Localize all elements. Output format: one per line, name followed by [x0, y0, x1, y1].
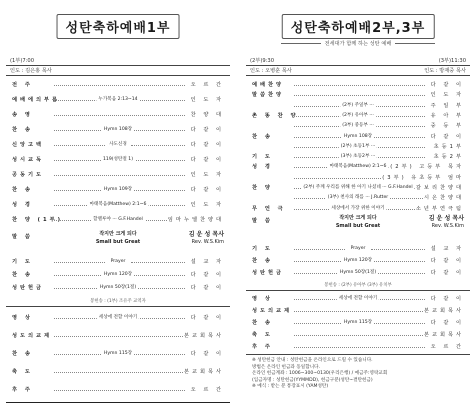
order-person: 다 같 이 [430, 296, 464, 302]
order-item: 영 상 [12, 315, 33, 321]
order-detail: 사도신경 [107, 140, 129, 150]
page-title: 성탄축하예배1부 [57, 14, 180, 39]
leader-dots [131, 130, 185, 131]
order-detail: (3부) 천사의 래를 ··· J.Rutter [326, 193, 390, 203]
order-item: 기 도 [252, 246, 273, 252]
footnote-line: 방법은 온라인 헌금과 동일합니다. [252, 364, 320, 370]
leader-dots [371, 261, 425, 262]
divider [246, 290, 470, 291]
order-row [6, 367, 230, 377]
order-row [246, 183, 470, 193]
order-detail: (2부) 초등1부 ··· [339, 142, 377, 152]
leader-dots [371, 116, 425, 117]
sermon-title: 작지만 크게 되다 [99, 231, 137, 237]
order-detail: 마태복음(Matthew) 2:1~6 [88, 200, 149, 210]
left-bulletin-page [4, 0, 232, 418]
leader-dots [54, 145, 105, 146]
bottom-rule [6, 402, 230, 403]
order-item: 축 도 [252, 332, 273, 338]
order-item: 찬 양 (1부) [12, 217, 63, 223]
leader-dots [371, 147, 425, 148]
order-row [246, 294, 470, 304]
order-detail: Hymn 115장 [342, 318, 374, 328]
order-row [246, 256, 470, 266]
order-item: 성 경 [12, 202, 33, 208]
sermon-title-en: Small but Great [95, 239, 141, 245]
leader-dots [371, 323, 425, 324]
order-person: 다 같 이 [430, 82, 464, 88]
order-row [246, 330, 470, 340]
order-person: 다 같 이 [190, 157, 224, 163]
service-time-3: (3부)11:30 [438, 58, 466, 64]
order-row [246, 318, 470, 328]
leader-dots [371, 126, 425, 127]
order-person: 본교회목사 [423, 308, 464, 314]
order-detail: 세상에 전할 이야기 [337, 294, 379, 304]
order-person: 초등2부 [433, 154, 464, 161]
order-detail: Prayer [349, 244, 368, 254]
divider [6, 75, 230, 76]
order-row [6, 125, 230, 135]
order-detail: 마태복음(Matthew) 2:1~6 [328, 162, 389, 172]
order-item: 촌 똥 찬 양 [252, 112, 299, 119]
order-row [6, 200, 230, 210]
order-person: 갈보리찬양대 [415, 185, 464, 191]
order-detail: Hymn 120장 [342, 256, 374, 266]
leader-dots [294, 347, 425, 348]
order-person: 인 도 자 [190, 172, 224, 178]
order-person: 오 르 간 [190, 82, 224, 88]
order-person: 본교회목사 [423, 332, 464, 338]
divider [246, 354, 470, 355]
sermon-label: 말 씀 [252, 218, 273, 224]
order-person: 중 등 부 [430, 123, 464, 130]
order-item: 성시교독 [12, 157, 45, 163]
order-detail: Hymn 108장 [102, 125, 134, 135]
order-person: 인 도 자 [190, 202, 224, 208]
order-item: 공동기도 [12, 172, 45, 178]
preacher-name: 김 운 성 목사 [428, 215, 464, 222]
order-person: 다 같 이 [190, 351, 224, 357]
order-person: 인 도 자 [190, 97, 224, 103]
order-detail: Prayer [109, 257, 128, 267]
order-item: 전 주 [12, 82, 33, 88]
order-item: 기 도 [252, 154, 273, 161]
order-row [246, 173, 470, 183]
leader-dots [371, 106, 425, 107]
order-detail: (3부) 중등부 ··· [340, 121, 376, 131]
order-item: 후 주 [252, 344, 273, 350]
sermon-label: 말 씀 [12, 234, 33, 240]
order-person: (2부) 고등부 목자 [390, 164, 464, 171]
footnote-line: 온라인 헌금계좌 : 1006~300~0130(우리은행) / 예금주:영락교회 [252, 371, 388, 376]
order-item: 예배찬양 [252, 82, 285, 88]
page-subtitle: 전세대가 함께 하는 성탄 예배 [244, 40, 472, 47]
leader-dots [54, 130, 105, 131]
order-detail: 세상에 전할 이야기 [97, 313, 139, 323]
order-item: 찬 송 [12, 127, 33, 133]
order-row [246, 306, 470, 316]
sermon-block [246, 214, 470, 242]
order-item: 영 상 [252, 296, 273, 302]
leader-dots [294, 116, 345, 117]
order-item: 성도의교제 [252, 308, 293, 314]
order-item: 신앙고백 [12, 142, 45, 148]
divider [246, 75, 470, 76]
leader-dots [54, 336, 185, 337]
leader-dots [54, 175, 185, 176]
order-detail: Hymn 120장 [102, 270, 134, 280]
order-row [246, 101, 470, 111]
order-detail: 세상에서 가장 위한 이야기 [329, 204, 386, 214]
order-row [6, 95, 230, 105]
leader-dots [294, 147, 345, 148]
leader-dots [131, 275, 185, 276]
order-person: (3부) 유초등부 엄마 [382, 174, 464, 181]
order-person: 다 같 이 [190, 315, 224, 321]
order-row [246, 132, 470, 142]
order-row [246, 142, 470, 152]
leader-dots [294, 106, 345, 107]
sermon-title: 작지만 크게 되다 [339, 215, 377, 221]
leader-dots [294, 137, 345, 138]
order-detail: Hymn 108장 [342, 132, 374, 142]
order-person: 다 같 이 [190, 285, 224, 291]
order-item: 찬 양 [252, 185, 273, 191]
preacher-name-en: Rev. W.S.Kim [191, 239, 224, 245]
leader-dots [371, 157, 425, 158]
order-person: 소년부연극팀 [415, 205, 464, 212]
order-item: 말씀찬양 [252, 92, 285, 99]
order-person: 설 교 자 [190, 259, 224, 265]
service-time: (1부)7:00 [10, 58, 35, 64]
order-row [6, 257, 230, 267]
order-row [6, 170, 230, 180]
order-item: 예배에의부름 [12, 97, 61, 103]
leader-dots [371, 137, 425, 138]
order-row [6, 313, 230, 323]
order-item: 찬 송 [252, 320, 273, 326]
sermon-block [6, 230, 230, 258]
leader-dots [371, 249, 425, 250]
order-row [246, 342, 470, 352]
order-person: 다 같 이 [190, 187, 224, 193]
order-person: 다 같 이 [430, 258, 464, 264]
order-item: 성탄헌금 [252, 270, 285, 276]
leader-dots [294, 261, 345, 262]
order-item: 찬 송 [12, 272, 33, 278]
leader-dots [131, 190, 185, 191]
order-row [6, 140, 230, 150]
order-detail: Hymn 50장(1절) [338, 268, 378, 278]
order-person: 다 같 이 [430, 320, 464, 326]
order-row [6, 80, 230, 90]
order-detail: (3부) 초등2부 ··· [339, 152, 377, 162]
leader-dots [54, 390, 185, 391]
leader-dots [54, 354, 105, 355]
order-row [6, 270, 230, 280]
order-item: 성 경 [252, 164, 273, 171]
order-person: 본교회목사 [183, 369, 224, 375]
leader-dots [54, 275, 105, 276]
leader-dots [294, 323, 345, 324]
order-person: 오 르 간 [190, 387, 224, 393]
divider [246, 65, 470, 66]
order-item: 송 영 [12, 112, 33, 118]
order-person: 시온찬양대 [423, 195, 464, 202]
leader-dots [54, 115, 185, 116]
order-detail: (2부) 주일부 ··· [340, 101, 376, 111]
leader-dots [54, 85, 185, 86]
divider [6, 306, 230, 307]
order-person: 설 교 자 [430, 246, 464, 252]
order-row [246, 90, 470, 100]
order-person: 찬 양 대 [190, 112, 224, 118]
order-row [6, 349, 230, 359]
order-person: 주 일 부 [430, 102, 464, 109]
order-row [246, 204, 470, 214]
preacher-name-en: Rev. W.S.Kim [431, 223, 464, 229]
order-row [6, 385, 230, 395]
order-detail: (2부) 유아부 ··· [340, 111, 376, 121]
leader-dots [131, 262, 185, 263]
order-person: 다 같 이 [190, 142, 224, 148]
leader-dots [131, 160, 185, 161]
order-row [246, 121, 470, 131]
order-person: 초등1부 [433, 143, 464, 150]
order-row [246, 268, 470, 278]
order-row [246, 193, 470, 203]
leader-dots [54, 372, 185, 373]
order-person: 유 아 부 [430, 112, 464, 119]
leader-dots [54, 262, 105, 263]
order-person: 다 같 이 [190, 272, 224, 278]
leader-dots [371, 273, 425, 274]
right-bulletin-page [244, 0, 472, 418]
order-item: 성탄헌금 [12, 285, 45, 291]
order-item: 후 주 [12, 387, 33, 393]
offering-note: 봉헌송 : (1부) 조유주 교역자 [90, 299, 146, 304]
order-person: 오 르 간 [430, 344, 464, 350]
sermon-title-en: Small but Great [335, 223, 381, 229]
order-detail: Hymn 50장(1절) [98, 283, 138, 293]
leader-dots [294, 126, 345, 127]
page-title: 성탄축하예배2부,3부 [282, 14, 435, 39]
order-row [6, 155, 230, 165]
order-person: 인 도 자 [430, 92, 464, 99]
leader-dots [54, 190, 105, 191]
order-item: 찬 송 [12, 351, 33, 357]
order-row [6, 331, 230, 341]
leader-dots [294, 157, 345, 158]
order-item: 성도의교제 [12, 333, 53, 339]
order-detail: 할렐루야 ··· G.F.Handel [91, 215, 145, 225]
service-leader-2: 인도 : 오병훈 목사 [250, 68, 292, 74]
leader-dots [131, 288, 185, 289]
order-detail: Hymn 115장 [102, 349, 134, 359]
footnotes [252, 358, 468, 391]
divider [6, 65, 230, 66]
preacher-name: 김 운 성 목사 [188, 231, 224, 238]
order-row [6, 283, 230, 293]
order-item: 축 도 [12, 369, 33, 375]
order-detail: 누가복음 2:13~14 [96, 95, 139, 105]
leader-dots [54, 160, 105, 161]
order-item: 찬 송 [252, 133, 273, 140]
order-person: 다 같 이 [430, 270, 464, 276]
order-row [246, 244, 470, 254]
order-item: 찬 송 [12, 187, 33, 193]
order-item: 기 도 [12, 259, 33, 265]
leader-dots [294, 249, 345, 250]
order-row [246, 111, 470, 121]
service-leader-3: 인도 : 방재중 목사 [424, 68, 466, 74]
leader-dots [294, 335, 425, 336]
service-leader: 인도 : 김은홍 목사 [10, 68, 52, 74]
order-person: 임마누엘찬양대 [167, 217, 224, 223]
order-row [6, 215, 230, 225]
order-row [246, 80, 470, 90]
order-person: 다 같 이 [430, 133, 464, 140]
order-item: 찬 송 [252, 258, 273, 264]
order-row [6, 110, 230, 120]
order-item: 무 언 극 [252, 205, 286, 212]
order-row [6, 185, 230, 195]
leader-dots [294, 311, 425, 312]
order-detail: 119(성탄절 1) [101, 155, 135, 165]
order-row [246, 152, 470, 162]
leader-dots [131, 145, 185, 146]
offering-note: 봉헌송 : (2부) 유아부 (3부) 유치부 [324, 283, 392, 288]
order-row [246, 162, 470, 172]
footnote-line: ※ 예식 : 받는 분 통장표시 (YAM성탄) [252, 384, 329, 389]
order-person: 다 같 이 [190, 127, 224, 133]
footnote-line: (입금자명 : 성탄헌금(YYMMDD), 헌금구분(성탄~결탄헌금) [252, 377, 373, 383]
leader-dots [294, 85, 425, 86]
order-detail: (2부) 주께 우리를 위해 한 아기 나셨네 ··· G.F.Handel [301, 183, 414, 193]
service-time-2: (2부)9:30 [250, 58, 275, 64]
order-detail: Hymn 109장 [102, 185, 134, 195]
footnote-line: ※ 성탄헌금 안내 : 성탄헌금을 온라인으로 드릴 수 있습니다. [252, 358, 373, 363]
leader-dots [294, 95, 425, 96]
leader-dots [131, 354, 185, 355]
order-person: 본교회목사 [183, 333, 224, 339]
